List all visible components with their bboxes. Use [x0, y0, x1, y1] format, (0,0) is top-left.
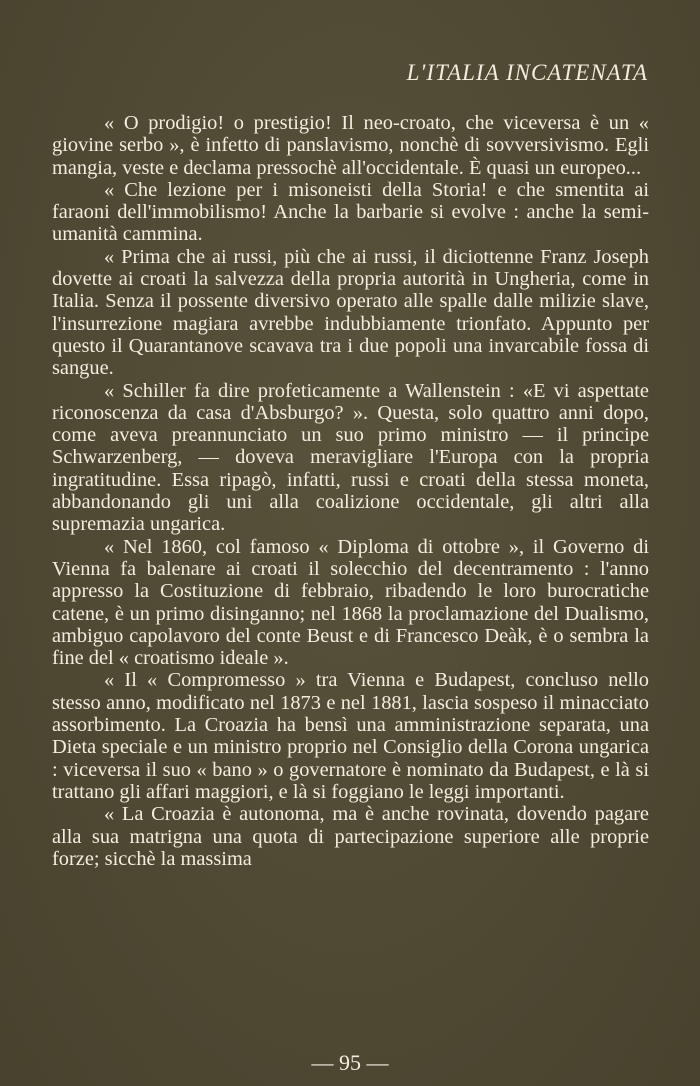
paragraph: « O prodigio! o prestigio! Il neo-croato, che viceversa è un « giovine serbo », è infetto di panslavismo, nonchè di sovversivismo. Egli mangia, veste e declama pressochè all'occidentale. È quasi un europeo... — [52, 112, 649, 179]
paragraph: « Il « Compromesso » tra Vienna e Budapest, concluso nello stesso anno, modificato nel 1873 e nel 1881, lascia sospeso il minacciato assorbimento. La Croazia ha bensì una amministrazione separata, una Dieta speciale e un ministro proprio nel Consiglio della Corona ungarica : viceversa il suo « bano » o governatore è nominato da Budapest, e là si trattano gli affari maggiori, e là si foggiano le leggi importanti. — [52, 669, 649, 803]
running-title: L'ITALIA INCATENATA — [406, 60, 648, 85]
paragraph: « Schiller fa dire profeticamente a Wallenstein : «E vi aspettate riconoscenza da casa d'Absburgo? ». Questa, solo quattro anni dopo, come aveva preannunciato un suo primo ministro — il principe Schwarzenberg, — doveva meravigliare l'Europa con la propria ingratitudine. Essa ripagò, infatti, russi e croati della stessa moneta, abbandonando gli uni alla coalizione occidentale, gli altri alla supremazia ungarica. — [52, 379, 649, 536]
paragraph: « Che lezione per i misoneisti della Storia! e che smentita ai faraoni dell'immobilismo! Anche la barbarie si evolve : anche la semi-umanità cammina. — [52, 178, 649, 246]
page-number: — 95 — — [311, 1050, 389, 1075]
paragraph: « Nel 1860, col famoso « Diploma di ottobre », il Governo di Vienna fa balenare ai croati il solecchio del decentramento : l'anno appresso la Costituzione di febbraio, ribadendo le loro burocratiche catene, è un primo disinganno; nel 1868 la proclamazione del Dualismo, ambiguo capolavoro del conte Beust e di Francesco Deàk, è o sembra la fine del « croatismo ideale ». — [52, 535, 649, 670]
body-text — [52, 112, 649, 870]
paragraph: « La Croazia è autonoma, ma è anche rovinata, dovendo pagare alla sua matrigna una quota di partecipazione superiore alle proprie forze; sicchè la massima — [52, 803, 649, 870]
paragraph: « Prima che ai russi, più che ai russi, il diciottenne Franz Joseph dovette ai croati la salvezza della propria autorità in Ungheria, come in Italia. Senza il possente diversivo operato alle spalle dalle milizie slave, l'insurrezione magiara avrebbe indubbiamente trionfato. Appunto per questo il Quarantanove scavava tra i due popoli una invarcabile fossa di sangue. — [52, 245, 649, 380]
